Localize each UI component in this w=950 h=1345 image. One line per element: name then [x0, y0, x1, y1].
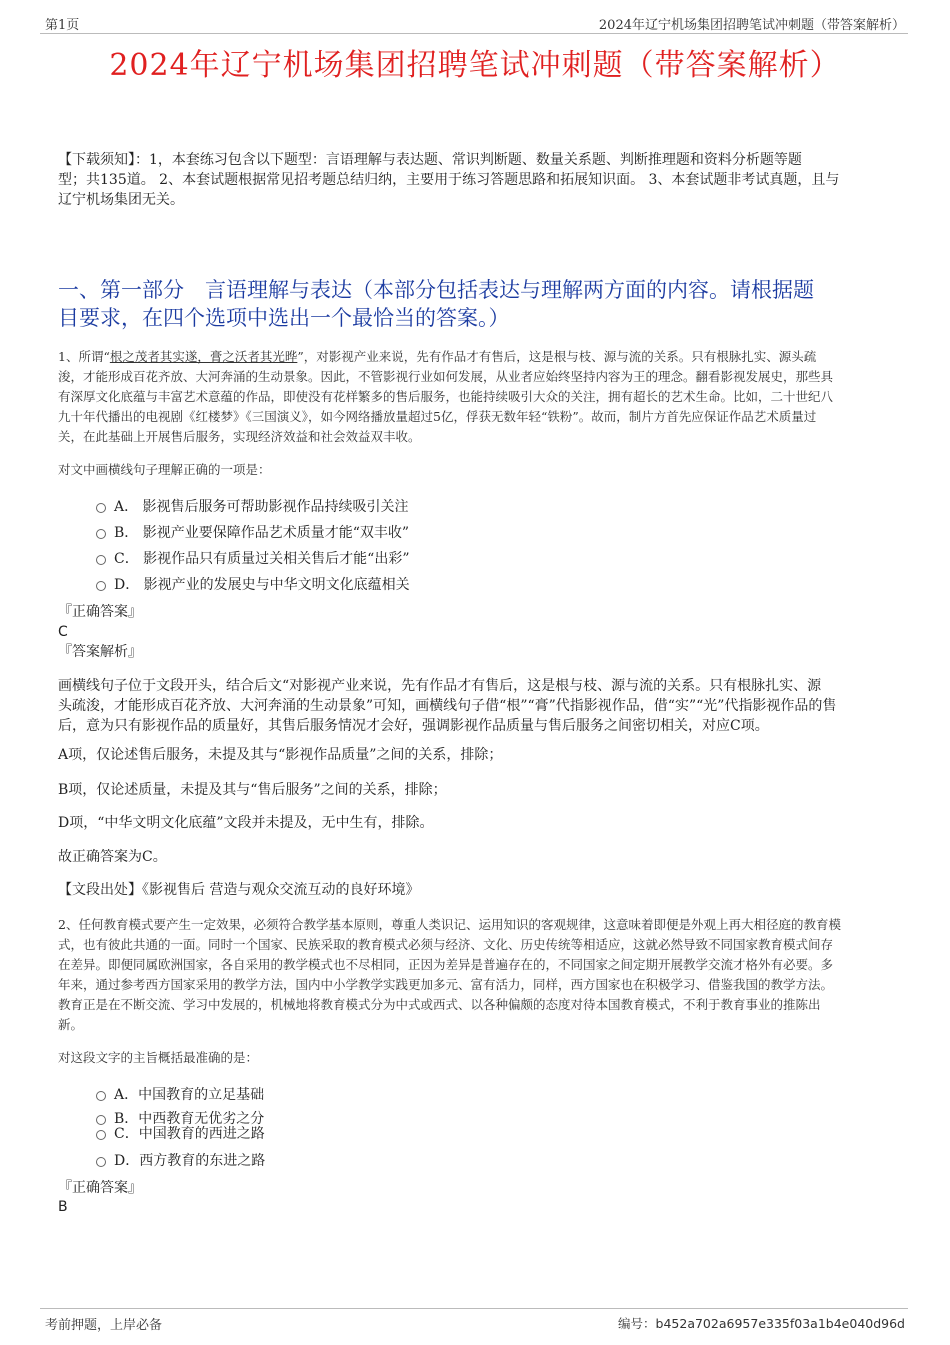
option-label: B．中西教育无优劣之分 [114, 1111, 265, 1127]
passage-line: 教育正是在不断交流、学习中发展的，机械地将教育模式分为中式或西式、以各种偏颇的态度对待本国教育模式，不利于教育事业的推陈出 [58, 997, 821, 1012]
option-label: A．中国教育的立足基础 [114, 1087, 265, 1103]
option-label: C．中国教育的西进之路 [114, 1126, 265, 1142]
radio-icon[interactable] [96, 1157, 106, 1167]
option-label: B． 影视产业要保障作品艺术质量才能“双丰收” [114, 525, 410, 541]
passage-line: 式，也有彼此共通的一面。同时一个国家、民族采取的教育模式必须与经济、文化、历史传统等相适应，这就必然导致不同国家教育模式间存 [58, 937, 834, 952]
analysis-label: 『答案解析』 [58, 644, 142, 660]
option-b[interactable] [96, 523, 409, 543]
passage-line: 年来，通过参考西方国家采用的教学方法，国内中小学教学实践更加多元、富有活力，同样，西方国家也在积极学习、借鉴我国的教学方法。 [58, 977, 834, 992]
notice-line: 辽宁机场集团无关。 [58, 192, 184, 208]
analysis-line: 后，意为只有影视作品的质量好，其售后服务情况才会好，强调影视作品质量与售后服务之间密切相关，对应C项。 [58, 718, 769, 734]
option-label: C． 影视作品只有质量过关相关售后才能“出彩” [114, 551, 410, 567]
page-title: 2024年辽宁机场集团招聘笔试冲刺题（带答案解析） [109, 48, 841, 83]
answer-label: 『正确答案』 [58, 1180, 142, 1196]
question-1-stem: 对文中画横线句子理解正确的一项是： [58, 462, 271, 477]
conclusion: 故正确答案为C。 [58, 849, 167, 865]
question-1-passage [58, 347, 918, 447]
running-header-title: 2024年辽宁机场集团招聘笔试冲刺题（带答案解析） [598, 18, 905, 33]
passage-line: 九十年代播出的电视剧《红楼梦》《三国演义》，如今网络播放量超过5亿，俘获无数年轻“铁粉”。故而，制片方首先应保证作品艺术质量过 [58, 409, 817, 424]
answer-label: 『正确答案』 [58, 604, 142, 620]
option-c[interactable] [96, 1124, 265, 1144]
option-d[interactable] [96, 1151, 265, 1171]
analysis-item-a: A项，仅论述售后服务，未提及其与“影视作品质量”之间的关系，排除； [58, 747, 503, 763]
analysis-line: 画横线句子位于文段开头，结合后文“对影视产业来说，先有作品才有售后，这是根与枝、源与流的关系。只有根脉扎实、源 [58, 678, 822, 694]
notice-line: 型；共135道。 2、本套试题根据常见招考题总结归纳，主要用于练习答题思路和拓展知识面。 3、本套试题非考试真题，且与 [58, 172, 840, 188]
option-label: D． 影视产业的发展史与中华文明文化底蕴相关 [114, 577, 410, 593]
option-a[interactable] [96, 497, 409, 517]
passage-line: 有深厚文化底蕴与丰富艺术意蕴的作品，即使没有花样繁多的售后服务，也能持续吸引大众的关注，拥有超长的艺术生命。比如，二十世纪八 [58, 389, 834, 404]
question-2-stem: 对这段文字的主旨概括最准确的是： [58, 1050, 259, 1065]
radio-icon[interactable] [96, 581, 106, 591]
passage-line: 关，在此基础上开展售后服务，实现经济效益和社会效益双丰收。 [58, 429, 421, 444]
passage-line: 在差异。即便同属欧洲国家，各自采用的教学模式也不尽相同，正因为差异是普遍存在的，不同国家之间定期开展教学交流才格外有必要。多 [58, 957, 834, 972]
passage-source: 【文段出处】《影视售后 营造与观众交流互动的良好环境》 [58, 882, 420, 898]
radio-icon[interactable] [96, 1130, 106, 1140]
analysis-item-d: D项，“中华文明文化底蕴”文段并未提及，无中生有，排除。 [58, 815, 434, 831]
passage-line: 新。 [58, 1017, 84, 1032]
underlined-sentence: 根之茂者其实遂，膏之沃者其光晔 [109, 349, 298, 364]
download-notice [58, 150, 908, 210]
section-heading [58, 276, 918, 332]
section-heading-line: 一、第一部分 言语理解与表达（本部分包括表达与理解两方面的内容。请根据题 [58, 278, 814, 302]
question-2-passage [58, 915, 918, 1035]
page-number: 第1页 [45, 18, 80, 33]
header-divider [40, 33, 908, 34]
radio-icon[interactable] [96, 529, 106, 539]
analysis-item-b: B项，仅论述质量，未提及其与“售后服务”之间的关系，排除； [58, 782, 447, 798]
radio-icon[interactable] [96, 1091, 106, 1101]
analysis-line: 头疏浚，才能形成百花齐放、大河奔涌的生动景象”可知，画横线句子借“根”“膏”代指影视作品，借“实”“光”代指影视作品的售 [58, 698, 837, 714]
passage-text: ”，对影视产业来说，先有作品才有售后，这是根与枝、源与流的关系。只有根脉扎实、源头疏 [297, 349, 817, 364]
radio-icon[interactable] [96, 503, 106, 513]
option-label: D．西方教育的东进之路 [114, 1153, 266, 1169]
option-a[interactable] [96, 1085, 264, 1105]
analysis-text [58, 676, 918, 736]
footer-divider [40, 1308, 908, 1309]
passage-line: 2、任何教育模式要产生一定效果，必须符合教学基本原则，尊重人类识记、运用知识的客观规律，这意味着即便是外观上再大相径庭的教育模 [58, 917, 841, 932]
correct-answer: C [58, 624, 68, 640]
section-heading-line: 目要求，在四个选项中选出一个最恰当的答案。） [58, 306, 510, 330]
option-c[interactable] [96, 549, 409, 569]
footer-document-id: 编号：b452a702a6957e335f03a1b4e040d96d [618, 1316, 905, 1331]
radio-icon[interactable] [96, 555, 106, 565]
notice-line: 【下载须知】：1，本套练习包含以下题型：言语理解与表达题、常识判断题、数量关系题、判断推理题和资料分析题等题 [58, 152, 802, 168]
passage-text: 1、所谓“ [58, 349, 110, 364]
option-d[interactable] [96, 575, 410, 595]
footer-slogan: 考前押题，上岸必备 [45, 1318, 163, 1333]
option-label: A． 影视售后服务可帮助影视作品持续吸引关注 [114, 499, 409, 515]
correct-answer: B [58, 1199, 68, 1215]
passage-line: 浚，才能形成百花齐放、大河奔涌的生动景象。因此，不管影视行业如何发展，从业者应始终坚持内容为王的理念。翻看影视发展史，那些具 [58, 369, 834, 384]
